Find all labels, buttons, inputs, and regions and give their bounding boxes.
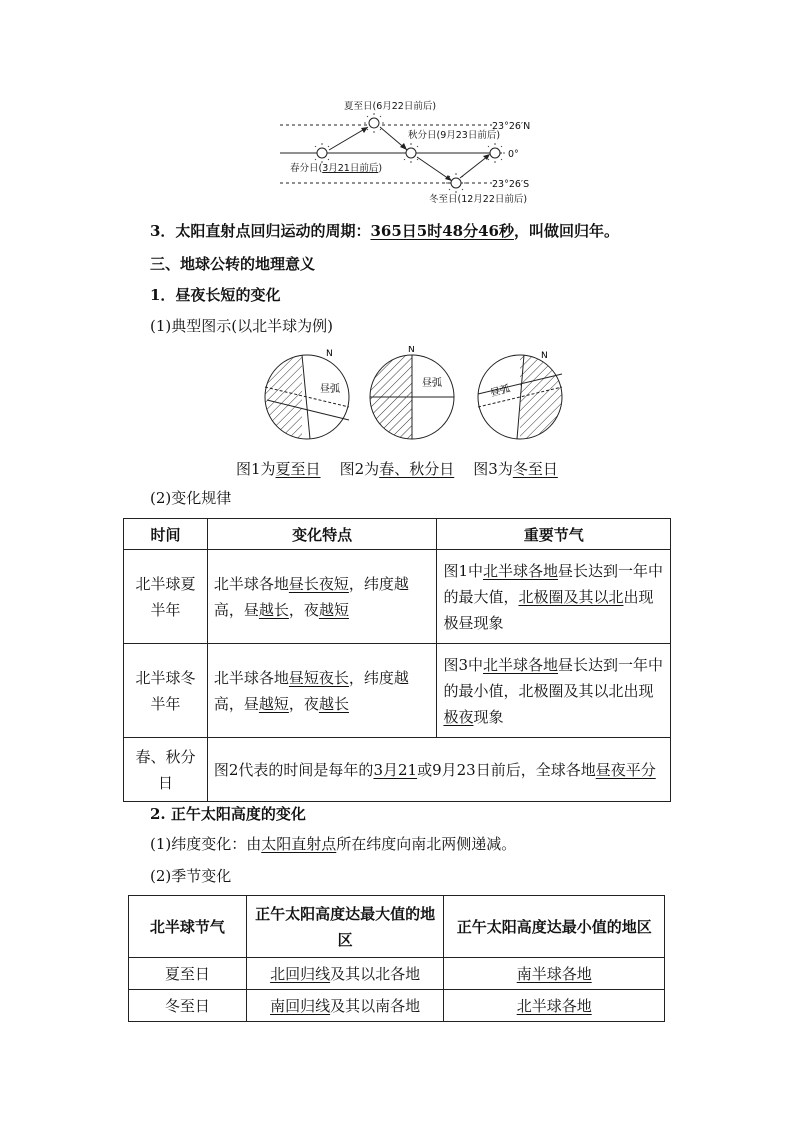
- globe-figures: [262, 346, 572, 446]
- col-header: 正午太阳高度达最大值的地区: [246, 896, 444, 958]
- day-arc-label: 昼弧: [320, 384, 340, 395]
- sub-heading-seasonal: (2)季节变化: [150, 867, 232, 885]
- label-summer: 夏至日(6月22日前后): [344, 101, 437, 112]
- day-arc-label: 昼弧: [489, 383, 512, 400]
- label-lat-n: 23°26′N: [492, 121, 531, 132]
- section-heading: 三、地球公转的地理意义: [150, 255, 316, 273]
- col-header: 正午太阳高度达最小值的地区: [444, 896, 665, 958]
- sun-direct-point-diagram: [280, 96, 540, 206]
- col-header: 重要节气: [437, 519, 671, 550]
- label-spring: 春分日(3月21日前后): [290, 163, 383, 174]
- table-row: 北半球冬半年 北半球各地昼短夜长，纬度越高，昼越短，夜越长 图3中北半球各地昼长达到一年中的最小值，北极圈及其以北出现极夜现象: [124, 644, 671, 738]
- table-row: 春、秋分日 图2代表的时间是每年的3月21或9月23日前后，全球各地昼夜平分: [124, 738, 671, 802]
- table-row: 夏至日 北回归线及其以北各地 南半球各地: [129, 958, 665, 990]
- globe-summer: [262, 346, 362, 446]
- label-winter: 冬至日(12月22日前后): [429, 194, 528, 205]
- sub-heading-day-length: 1．昼夜长短的变化: [150, 286, 281, 304]
- latitude-change-line: (1)纬度变化：由太阳直射点所在纬度向南北两侧递减。: [150, 835, 517, 853]
- tropical-year-line: 3．太阳直射点回归运动的周期：365日5时48分46秒，叫做回归年。: [150, 222, 619, 240]
- globe-winter: [478, 346, 570, 446]
- day-arc-label: 昼弧: [422, 378, 442, 389]
- day-length-table: [123, 518, 671, 802]
- label-lat-0: 0°: [508, 149, 519, 160]
- north-label: N: [541, 351, 548, 361]
- sub-heading-rules: (2)变化规律: [150, 489, 232, 507]
- figure-caption: 图1为夏至日 图2为春、秋分日 图3为冬至日: [236, 460, 558, 478]
- table-row: 北半球夏半年 北半球各地昼长夜短，纬度越高，昼越长，夜越短 图1中北半球各地昼长达到一年中的最大值，北极圈及其以北出现极昼现象: [124, 550, 671, 644]
- globe-equinox: [367, 346, 454, 446]
- noon-sun-table: [128, 895, 665, 1022]
- label-lat-s: 23°26′S: [492, 179, 530, 190]
- col-header: 时间: [124, 519, 208, 550]
- north-label: N: [408, 346, 415, 355]
- table-row: 冬至日 南回归线及其以南各地 北半球各地: [129, 990, 665, 1022]
- col-header: 变化特点: [207, 519, 437, 550]
- sub-heading-noon-sun: 2. 正午太阳高度的变化: [150, 805, 306, 823]
- col-header: 北半球节气: [129, 896, 247, 958]
- north-label: N: [326, 349, 333, 359]
- label-autumn: 秋分日(9月23日前后): [408, 130, 501, 141]
- sub-heading-figures: (1)典型图示(以北半球为例): [150, 317, 333, 335]
